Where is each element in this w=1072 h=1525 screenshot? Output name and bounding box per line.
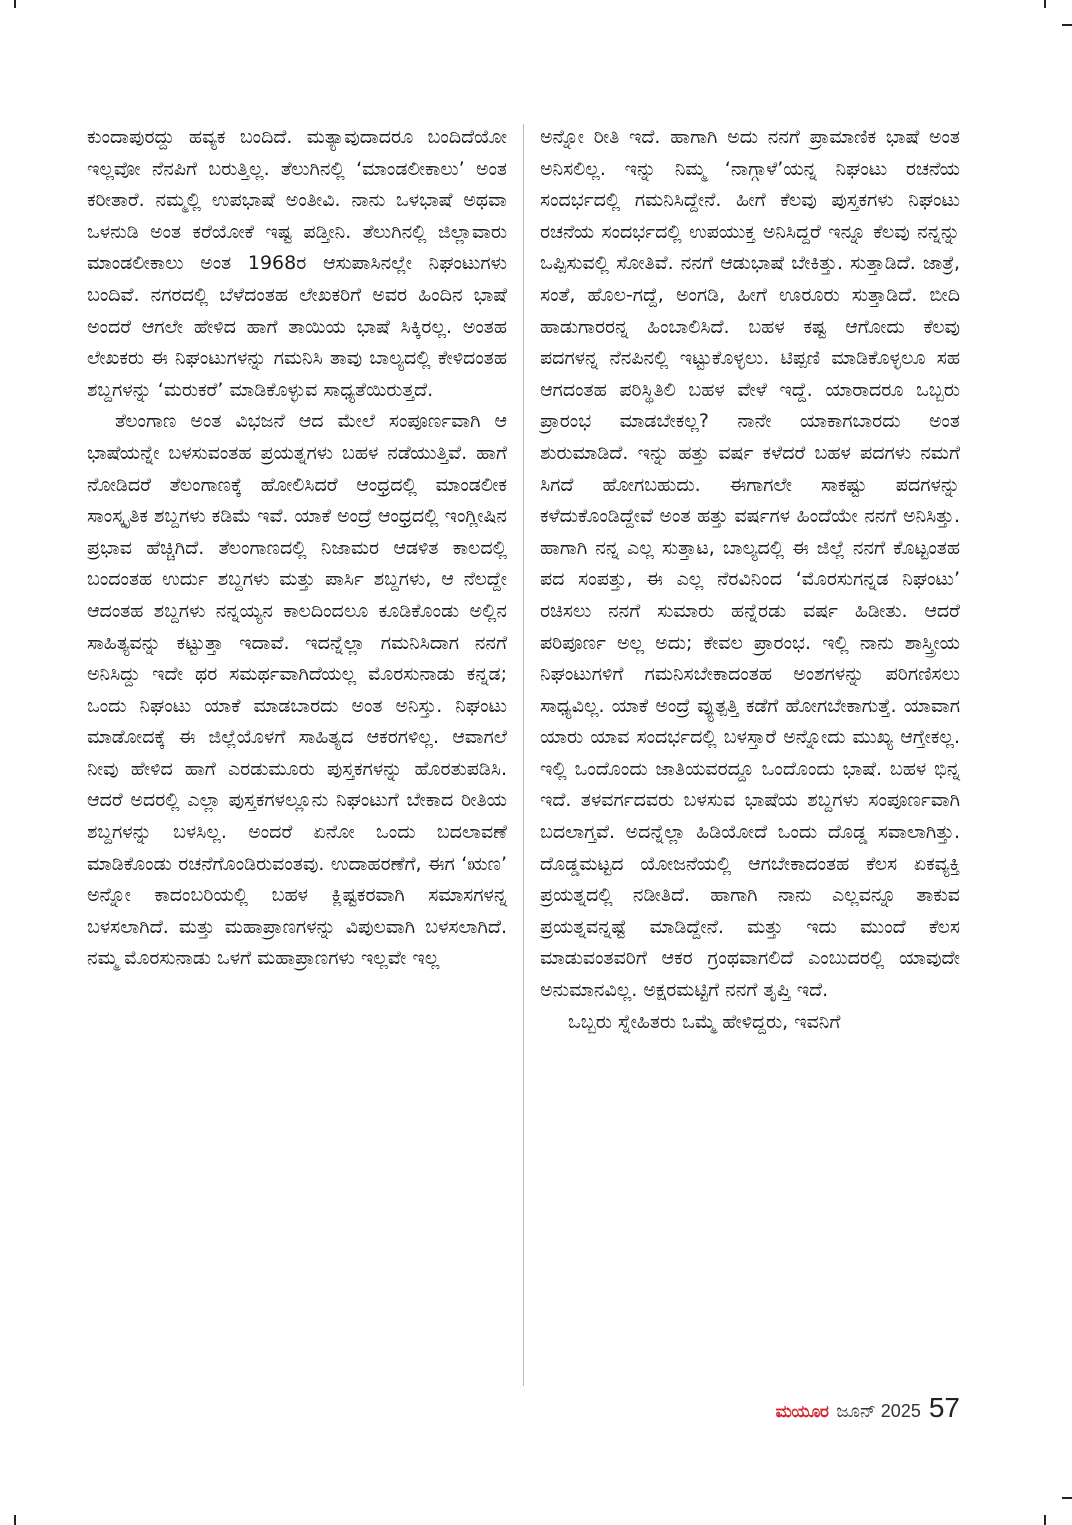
column-divider: [523, 124, 524, 1386]
article-left-column: [87, 122, 507, 975]
page-number: 57: [928, 1392, 960, 1423]
article-right-column: [540, 122, 960, 1038]
crop-mark-right-upper: [1062, 24, 1072, 26]
article-paragraph: ಒಬ್ಬರು ಸ್ನೇಹಿತರು ಒಮ್ಮೆ ಹೇಳಿದ್ದರು, ಇವನಿಗೆ: [568, 1010, 841, 1033]
article-paragraph: ಅನ್ನೋ ರೀತಿ ಇದೆ. ಹಾಗಾಗಿ ಅದು ನನಗೆ ಪ್ರಾಮಾಣಿಕ ಭಾಷೆ ಅಂತ ಅನಿಸಲಿಲ್ಲ. ಇನ್ನು ನಿಮ್ಮ ‘ನಾಗ್ಗಾಳೆ’ಯನ್ನ ನಿಘಂಟು ರಚನೆಯ ಸಂದರ್ಭದಲ್ಲಿ ಗಮನಿಸಿದ್ದೇನೆ. ಹೀಗೆ ಕೆಲವು ಪುಸ್ತಕಗಳು ನಿಘಂಟು ರಚನೆಯ ಸಂದರ್ಭದಲ್ಲಿ ಉಪಯುಕ್ತ ಅನಿಸಿದ್ದರೆ ಇನ್ನೂ ಕೆಲವು ನನ್ನನ್ನು ಒಪ್ಪಿಸುವಲ್ಲಿ ಸೋತಿವೆ. ನನಗೆ ಆಡುಭಾಷೆ ಬೇಕಿತ್ತು. ಸುತ್ತಾಡಿದೆ. ಜಾತ್ರೆ, ಸಂತೆ, ಹೊಲ-ಗದ್ದೆ, ಅಂಗಡಿ, ಹೀಗೆ ಊರೂರು ಸುತ್ತಾಡಿದೆ. ಬೀದಿ ಹಾಡುಗಾರರನ್ನ ಹಿಂಬಾಲಿಸಿದೆ. ಬಹಳ ಕಷ್ಟ ಆಗೋದು ಕೆಲವು ಪದಗಳನ್ನ ನೆನಪಿನಲ್ಲಿ ಇಟ್ಟುಕೊಳ್ಳಲು. ಟಿಪ್ಪಣಿ ಮಾಡಿಕೊಳ್ಳಲೂ ಸಹ ಆಗದಂತಹ ಪರಿಸ್ಥಿತಿಲಿ ಬಹಳ ವೇಳೆ ಇದ್ದೆ. ಯಾರಾದರೂ ಒಬ್ಬರು ಪ್ರಾರಂಭ ಮಾಡಬೇಕಲ್ಲ? ನಾನೇ ಯಾಕಾಗಬಾರದು ಅಂತ ಶುರುಮಾಡಿದೆ. ಇನ್ನು ಹತ್ತು ವರ್ಷ ಕಳೆದರೆ ಬಹಳ ಪದಗಳು ನಮಗೆ ಸಿಗದೆ ಹೋಗಬಹುದು. ಈಗಾಗಲೇ ಸಾಕಷ್ಟು ಪದಗಳನ್ನು ಕಳೆದುಕೊಂಡಿದ್ದೇವೆ ಅಂತ ಹತ್ತು ವರ್ಷಗಳ ಹಿಂದೆಯೇ ನನಗೆ ಅನಿಸಿತ್ತು. ಹಾಗಾಗಿ ನನ್ನ ಎಲ್ಲ ಸುತ್ತಾಟ, ಬಾಲ್ಯದಲ್ಲಿ ಈ ಜಿಲ್ಲೆ ನನಗೆ ಕೊಟ್ಟಂತಹ ಪದ ಸಂಪತ್ತು, ಈ ಎಲ್ಲ ನೆರವಿನಿಂದ ‘ಮೊರಸುಗನ್ನಡ ನಿಘಂಟು’ ರಚಿಸಲು ನನಗೆ ಸುಮಾರು ಹನ್ನೆರಡು ವರ್ಷ ಹಿಡೀತು. ಆದರೆ ಪರಿಪೂರ್ಣ ಅಲ್ಲ ಅದು; ಕೇವಲ ಪ್ರಾರಂಭ. ಇಲ್ಲಿ ನಾನು ಶಾಸ್ತ್ರೀಯ ನಿಘಂಟುಗಳಿಗೆ ಗಮನಿಸಬೇಕಾದಂತಹ ಅಂಶಗಳನ್ನು ಪರಿಗಣಿಸಲು ಸಾಧ್ಯವಿಲ್ಲ. ಯಾಕೆ ಅಂದ್ರೆ ವ್ಯುತ್ಪತ್ತಿ ಕಡೆಗೆ ಹೋಗಬೇಕಾಗುತ್ತೆ. ಯಾವಾಗ ಯಾರು ಯಾವ ಸಂದರ್ಭದಲ್ಲಿ ಬಳಸ್ತಾರೆ ಅನ್ನೋದು ಮುಖ್ಯ ಆಗ್ತೇಕಲ್ಲ. ಇಲ್ಲಿ ಒಂದೊಂದು ಜಾತಿಯವರದ್ದೂ ಒಂದೊಂದು ಭಾಷೆ. ಬಹಳ ಭಿನ್ನ ಇದೆ. ತಳವರ್ಗದವರು ಬಳಸುವ ಭಾಷೆಯ ಶಬ್ದಗಳು ಸಂಪೂರ್ಣವಾಗಿ ಬದಲಾಗ್ತವೆ. ಅದನ್ನೆಲ್ಲಾ ಹಿಡಿಯೋದೆ ಒಂದು ದೊಡ್ಡ ಸವಾಲಾಗಿತ್ತು. ದೊಡ್ಡಮಟ್ಟದ ಯೋಜನೆಯಲ್ಲಿ ಆಗಬೇಕಾದಂತಹ ಕೆಲಸ ಏಕವ್ಯಕ್ತಿ ಪ್ರಯತ್ನದಲ್ಲಿ ನಡೀತಿದೆ. ಹಾಗಾಗಿ ನಾನು ಎಲ್ಲವನ್ನೂ ತಾಕುವ ಪ್ರಯತ್ನವನ್ನಷ್ಟೆ ಮಾಡಿದ್ದೇನೆ. ಮತ್ತು ಇದು ಮುಂದೆ ಕೆಲಸ ಮಾಡುವಂತವರಿಗೆ ಆಕರ ಗ್ರಂಥವಾಗಲಿದೆ ಎಂಬುದರಲ್ಲಿ ಯಾವುದೇ ಅನುಮಾನವಿಲ್ಲ. ಅಕ್ಷರಮಟ್ಟಿಗೆ ನನಗೆ ತೃಪ್ತಿ ಇದೆ.: [540, 126, 960, 1002]
magazine-logo: ಮಯೂರ: [775, 1402, 829, 1422]
crop-mark-right-lower: [1062, 1497, 1072, 1499]
crop-mark-bottom-right: [1044, 1515, 1046, 1525]
article-paragraph: ತೆಲಂಗಾಣ ಅಂತ ವಿಭಜನೆ ಆದ ಮೇಲೆ ಸಂಪೂರ್ಣವಾಗಿ ಆ ಭಾಷೆಯನ್ನೇ ಬಳಸುವಂತಹ ಪ್ರಯತ್ನಗಳು ಬಹಳ ನಡೆಯುತ್ತಿವೆ. ಹಾಗೆ ನೋಡಿದರೆ ತೆಲಂಗಾಣಕ್ಕೆ ಹೋಲಿಸಿದರೆ ಆಂಧ್ರದಲ್ಲಿ ಮಾಂಡಲೀಕ ಸಾಂಸ್ಕೃತಿಕ ಶಬ್ದಗಳು ಕಡಿಮೆ ಇವೆ. ಯಾಕೆ ಅಂದ್ರೆ ಆಂಧ್ರದಲ್ಲಿ ಇಂಗ್ಲೀಷಿನ ಪ್ರಭಾವ ಹೆಚ್ಚಿಗಿದೆ. ತೆಲಂಗಾಣದಲ್ಲಿ ನಿಜಾಮರ ಆಡಳಿತ ಕಾಲದಲ್ಲಿ ಬಂದಂತಹ ಉರ್ದು ಶಬ್ದಗಳು ಮತ್ತು ಪಾರ್ಸಿ ಶಬ್ದಗಳು, ಆ ನೆಲದ್ದೇ ಆದಂತಹ ಶಬ್ದಗಳು ನನ್ನಯ್ಯನ ಕಾಲದಿಂದಲೂ ಕೂಡಿಕೊಂಡು ಅಲ್ಲಿನ ಸಾಹಿತ್ಯವನ್ನು ಕಟ್ಟುತ್ತಾ ಇದಾವೆ. ಇದನ್ನೆಲ್ಲಾ ಗಮನಿಸಿದಾಗ ನನಗೆ ಅನಿಸಿದ್ದು ಇದೇ ಥರ ಸಮರ್ಥವಾಗಿದೆಯಲ್ಲ ಮೊರಸುನಾಡು ಕನ್ನಡ; ಒಂದು ನಿಘಂಟು ಯಾಕೆ ಮಾಡಬಾರದು ಅಂತ ಅನಿಸ್ತು. ನಿಘಂಟು ಮಾಡೋದಕ್ಕೆ ಈ ಜಿಲ್ಲೆಯೊಳಗೆ ಸಾಹಿತ್ಯದ ಆಕರಗಳಿಲ್ಲ. ಆವಾಗಲೆ ನೀವು ಹೇಳಿದ ಹಾಗೆ ಎರಡುಮೂರು ಪುಸ್ತಕಗಳನ್ನು ಹೊರತುಪಡಿಸಿ. ಆದರೆ ಅದರಲ್ಲಿ ಎಲ್ಲಾ ಪುಸ್ತಕಗಳಲ್ಲೂನು ನಿಘಂಟುಗೆ ಬೇಕಾದ ರೀತಿಯ ಶಬ್ದಗಳನ್ನು ಬಳಸಿಲ್ಲ. ಅಂದರೆ ಏನೋ ಒಂದು ಬದಲಾವಣೆ ಮಾಡಿಕೊಂಡು ರಚನೆಗೊಂಡಿರುವಂತವು. ಉದಾಹರಣೆಗೆ, ಈಗ ‘ಋಣ’ ಅನ್ನೋ ಕಾದಂಬರಿಯಲ್ಲಿ ಬಹಳ ಕ್ಲಿಷ್ಟಕರವಾಗಿ ಸಮಾಸಗಳನ್ನ ಬಳಸಲಾಗಿದೆ. ಮತ್ತು ಮಹಾಪ್ರಾಣಗಳನ್ನು ವಿಪುಲವಾಗಿ ಬಳಸಲಾಗಿದೆ. ನಮ್ಮ ಮೊರಸುನಾಡು ಒಳಗೆ ಮಹಾಪ್ರಾಣಗಳು ಇಲ್ಲವೇ ಇಲ್ಲ: [87, 410, 507, 970]
article-paragraph: ಕುಂದಾಪುರದ್ದು ಹವ್ಯಕ ಬಂದಿದೆ. ಮತ್ಯಾವುದಾದರೂ ಬಂದಿದೆಯೋ ಇಲ್ಲವೋ ನೆನಪಿಗೆ ಬರುತ್ತಿಲ್ಲ. ತೆಲುಗಿನಲ್ಲಿ ‘ಮಾಂಡಲೀಕಾಲು’ ಅಂತ ಕರೀತಾರೆ. ನಮ್ಮಲ್ಲಿ ಉಪಭಾಷೆ ಅಂತೀವಿ. ನಾನು ಒಳಭಾಷೆ ಅಥವಾ ಒಳನುಡಿ ಅಂತ ಕರೆಯೋಕೆ ಇಷ್ಟ ಪಡ್ತೀನಿ. ತೆಲುಗಿನಲ್ಲಿ ಜಿಲ್ಲಾವಾರು ಮಾಂಡಲೀಕಾಲು ಅಂತ 1968ರ ಆಸುಪಾಸಿನಲ್ಲೇ ನಿಘಂಟುಗಳು ಬಂದಿವೆ. ನಗರದಲ್ಲಿ ಬೆಳೆದಂತಹ ಲೇಖಕರಿಗೆ ಅವರ ಹಿಂದಿನ ಭಾಷೆ ಅಂದರೆ ಆಗಲೇ ಹೇಳಿದ ಹಾಗೆ ತಾಯಿಯ ಭಾಷೆ ಸಿಕ್ಕಿರಲ್ಲ. ಅಂತಹ ಲೇಖಕರು ಈ ನಿಘಂಟುಗಳನ್ನು ಗಮನಿಸಿ ತಾವು ಬಾಲ್ಯದಲ್ಲಿ ಕೇಳಿದಂತಹ ಶಬ್ದಗಳನ್ನು ‘ಮರುಕರೆ’ ಮಾಡಿಕೊಳ್ಳುವ ಸಾಧ್ಯತೆಯಿರುತ್ತದೆ.: [87, 126, 507, 401]
crop-mark-top-right: [1044, 0, 1046, 8]
crop-mark-top-left: [14, 0, 16, 8]
issue-date: ಜೂನ್ 2025: [836, 1401, 921, 1421]
page-footer: [776, 1392, 960, 1424]
crop-mark-bottom-left: [14, 1515, 16, 1525]
